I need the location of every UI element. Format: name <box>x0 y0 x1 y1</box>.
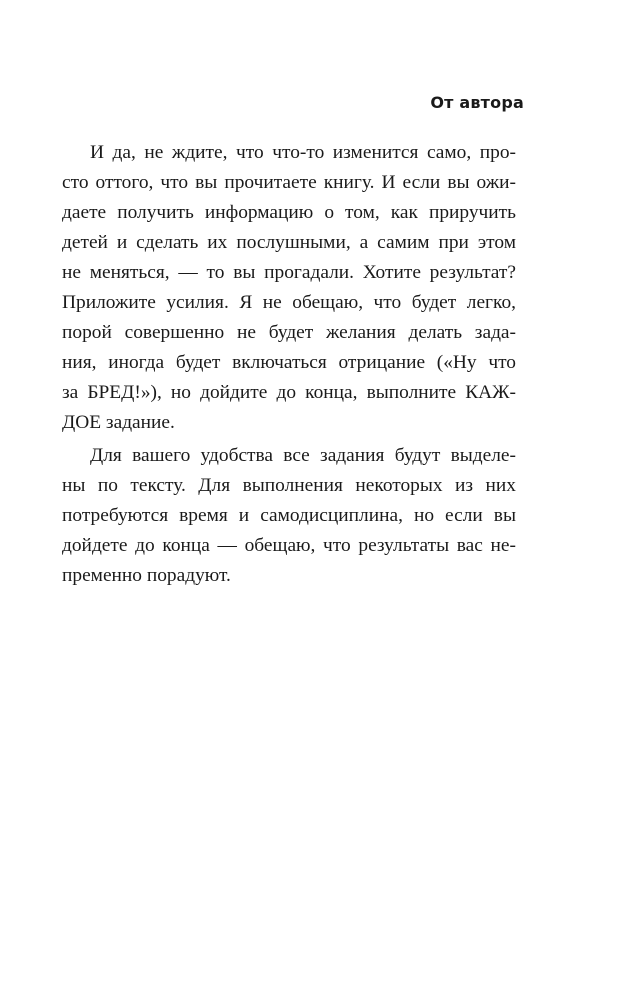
text-line: сто оттого, что вы прочитаете книгу. И если вы ожи- <box>62 172 516 193</box>
running-head-title: От автора <box>430 93 524 112</box>
text-line: пременно порадуют. <box>62 565 231 586</box>
text-line: И да, не ждите, что что-то изменится само, про- <box>90 142 516 163</box>
body-text <box>62 138 516 591</box>
paragraph-1 <box>62 138 516 438</box>
text-line: Для вашего удобства все задания будут выделе- <box>90 445 516 466</box>
text-line: детей и сделать их послушными, а самим при этом <box>62 232 516 253</box>
text-line: за БРЕД!»), но дойдите до конца, выполните КАЖ- <box>62 382 516 403</box>
text-line: даете получить информацию о том, как приручить <box>62 202 516 223</box>
text-line: не меняться, — то вы прогадали. Хотите результат? <box>62 262 516 283</box>
text-line: ния, иногда будет включаться отрицание («Ну что <box>62 352 516 373</box>
text-line: Приложите усилия. Я не обещаю, что будет легко, <box>62 292 516 313</box>
text-line: ны по тексту. Для выполнения некоторых из них <box>62 475 516 496</box>
text-line: потребуются время и самодисциплина, но если вы <box>62 505 516 526</box>
text-line: ДОЕ задание. <box>62 412 175 433</box>
paragraph-2 <box>62 441 516 591</box>
text-line: порой совершенно не будет желания делать зада- <box>62 322 516 343</box>
text-line: дойдете до конца — обещаю, что результаты вас не- <box>62 535 516 556</box>
